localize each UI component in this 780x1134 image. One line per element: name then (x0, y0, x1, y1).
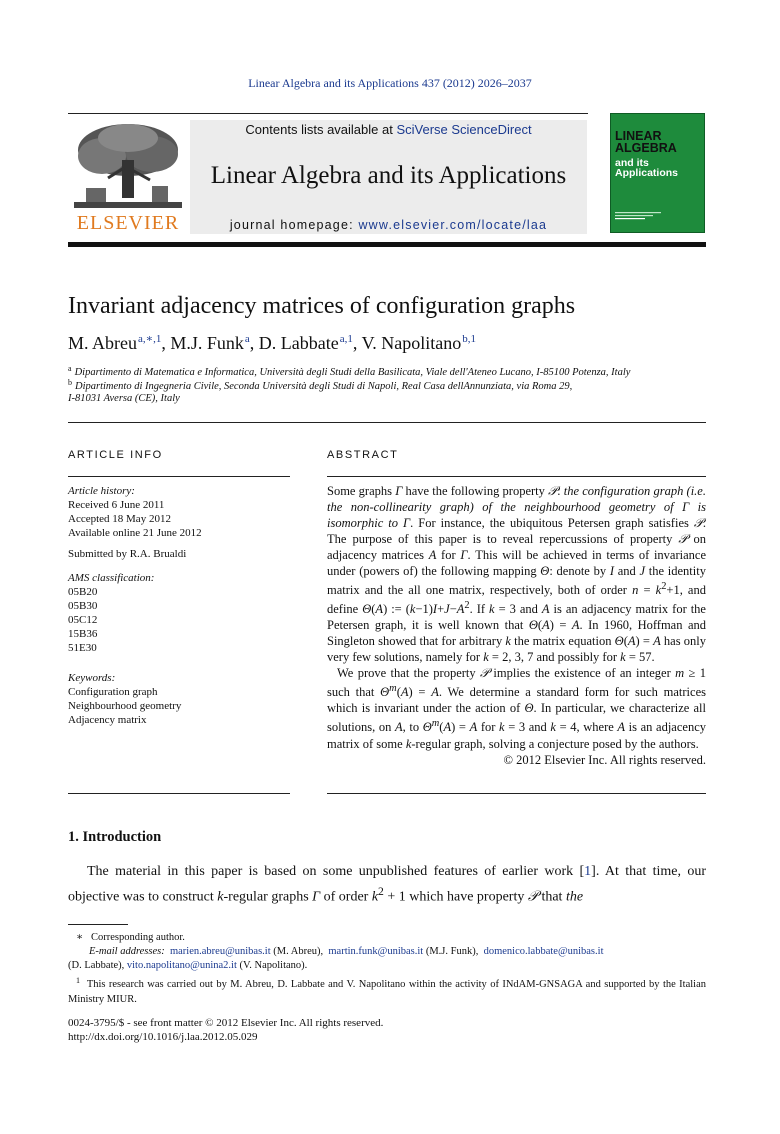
author-name: M. Abreu (68, 333, 137, 353)
citation-ref[interactable]: 1 (584, 864, 592, 879)
header-top-rule (68, 113, 588, 114)
author-name: V. Napolitano (361, 333, 462, 353)
issn-line: 0024-3795/$ - see front matter © 2012 Elsevier Inc. All rights reserved. (68, 1017, 384, 1029)
abstract-heading: ABSTRACT (327, 449, 399, 461)
ams-code: 05C12 (68, 614, 98, 626)
affiliation: I-81031 Aversa (CE), Italy (68, 393, 180, 404)
paper-title: Invariant adjacency matrices of configuration graphs (68, 293, 576, 319)
intro-paragraph: The material in this paper is based on some unpublished features of earlier work [1]. At that time, our objective was to construct k-regular graphs Γ of order $k^2 + 1$ which have property 𝒫 that the (68, 864, 707, 905)
abstract-paragraph: We prove that the property 𝒫 implies the existence of an integer m ≥ 1 such that $\Theta^m(A) = A$. We determine a standard form for such matrices which is invariant under the action of Θ. In particular, we characterize all solutions, on A, to $\Theta^m(A) = A$ for k = 3 and k = 4, where A is an adjacency matrix of some k-regular graph, solving a conjecture posed by the authors. (327, 666, 706, 751)
email-link[interactable]: marien.abreu@unibas.it (169, 946, 271, 957)
email-link[interactable]: domenico.labbate@unibas.it (483, 946, 604, 957)
homepage-link[interactable]: www.elsevier.com/locate/laa (358, 218, 548, 232)
affiliation: $^b$ Dipartimento di Ingegneria Civile, Seconda Università degli Studi di Napoli, Real Casa dellAnnunziata, via Roma 29, (68, 378, 573, 392)
author-name: M.J. Funk (170, 333, 244, 353)
ams-code: 05B30 (68, 600, 98, 612)
doi-link[interactable]: http://dx.doi.org/10.1016/j.laa.2012.05.029 (68, 1031, 258, 1043)
section-rule (327, 476, 706, 477)
elsevier-tree-icon (72, 120, 184, 210)
homepage-line: journal homepage: www.elsevier.com/locate/laa (229, 218, 548, 232)
history-label: Article history: (68, 485, 135, 497)
section-rule (327, 793, 706, 794)
author-affil-mark[interactable]: a,1 (339, 333, 353, 345)
header-thick-rule (68, 242, 706, 247)
footnote-1: $^1$ This research was carried out by M. Abreu, D. Labbate and V. Napolitano within the activity of INdAM-GNSAGA and supported by the Italian Ministry MIUR. (68, 976, 707, 1005)
cover-title: LINEAR ALGEBRA (615, 129, 677, 155)
received-date: Received 6 June 2011 (68, 499, 165, 511)
author-affil-mark[interactable]: a (244, 333, 250, 345)
submitted-by: Submitted by R.A. Brualdi (68, 548, 187, 560)
journal-cover (610, 113, 705, 233)
footnote-rule (68, 924, 128, 925)
email-link[interactable]: martin.funk@unibas.it (328, 946, 424, 957)
keyword: Configuration graph (68, 686, 158, 698)
ams-code: 51E30 (68, 642, 97, 654)
email-link[interactable]: vito.napolitano@unina2.it (126, 960, 237, 971)
author-affil-mark[interactable]: b,1 (462, 333, 476, 345)
contents-line: Contents lists available at SciVerse ScienceDirect (245, 122, 532, 137)
article-info-heading: ARTICLE INFO (68, 449, 163, 461)
ams-code: 15B36 (68, 628, 98, 640)
ams-label: AMS classification: (68, 572, 155, 584)
affiliation: $^a$ Dipartimento di Matematica e Informatica, Università degli Studi della Basilicata, Viale dell'Ateneo Lucano, I-85100 Potenza, Italy (68, 364, 631, 378)
keywords-label: Keywords: (68, 672, 116, 684)
cover-fineprint-icon (615, 212, 665, 222)
footnote-corresponding: ∗ Corresponding author. (76, 932, 185, 943)
accepted-date: Accepted 18 May 2012 (68, 513, 171, 525)
section-rule (68, 793, 290, 794)
sciencedirect-link[interactable]: SciVerse ScienceDirect (396, 122, 532, 137)
author-name: D. Labbate (258, 333, 339, 353)
intro-heading: 1. Introduction (68, 829, 162, 845)
footnote-emails: E-mail addresses: marien.abreu@unibas.it (M. Abreu), martin.funk@unibas.it (M.J. Funk), domenico.labbate@unibas.it (89, 946, 604, 957)
online-date: Available online 21 June 2012 (68, 527, 202, 539)
author-list: M. Abreu$^{a,∗,1}$, M.J. Funk$^a$, D. Labbate$^{a,1}$, V. Napolitano$^{b,1}$ (68, 333, 476, 353)
elsevier-logo (68, 118, 188, 236)
keyword: Adjacency matrix (68, 714, 147, 726)
section-rule (68, 422, 706, 423)
footnote-emails-cont: (D. Labbate), vito.napolitano@unina2.it (V. Napolitano). (68, 960, 308, 971)
author-affil-mark[interactable]: a,∗,1 (138, 333, 162, 345)
elsevier-wordmark: ELSEVIER (76, 212, 180, 234)
abstract-body (327, 483, 706, 768)
journal-masthead (190, 120, 587, 234)
keyword: Neighbourhood geometry (68, 700, 182, 712)
abstract-paragraph: Some graphs Γ have the following property 𝒫: the configuration graph (i.e. the non-collinearity graph) of the neighbourhood geometry of Γ is isomorphic to Γ. For instance, the ubiquitous Petersen graph satisfies 𝒫. The purpose of this paper is to reveal repercussions of property 𝒫 on adjacency matrices A for Γ. This will be achieved in terms of invariance under (powers of) the following mapping Θ: denote by I and J the identity matrix and the all one matrix, respectively, both of order $n = k^2+1$, and define Θ(A) := $(k-1)I+J-A^2$. If k = 3 and A is an adjacency matrix for the Petersen graph, it is well known that Θ(A) = A. In 1960, Hoffman and Singleton showed that for arbitrary k the matrix equation Θ(A) = A has only very few solutions, namely for k = 2, 3, 7 and possibly for k = 57. (327, 484, 707, 665)
ams-code: 05B20 (68, 586, 98, 598)
section-rule (68, 476, 290, 477)
journal-citation[interactable]: Linear Algebra and its Applications 437 (2012) 2026–2037 (248, 76, 532, 90)
cover-subtitle: and its Applications (615, 157, 679, 179)
abstract-copyright: © 2012 Elsevier Inc. All rights reserved. (503, 752, 706, 767)
journal-title: Linear Algebra and its Applications (210, 162, 567, 189)
